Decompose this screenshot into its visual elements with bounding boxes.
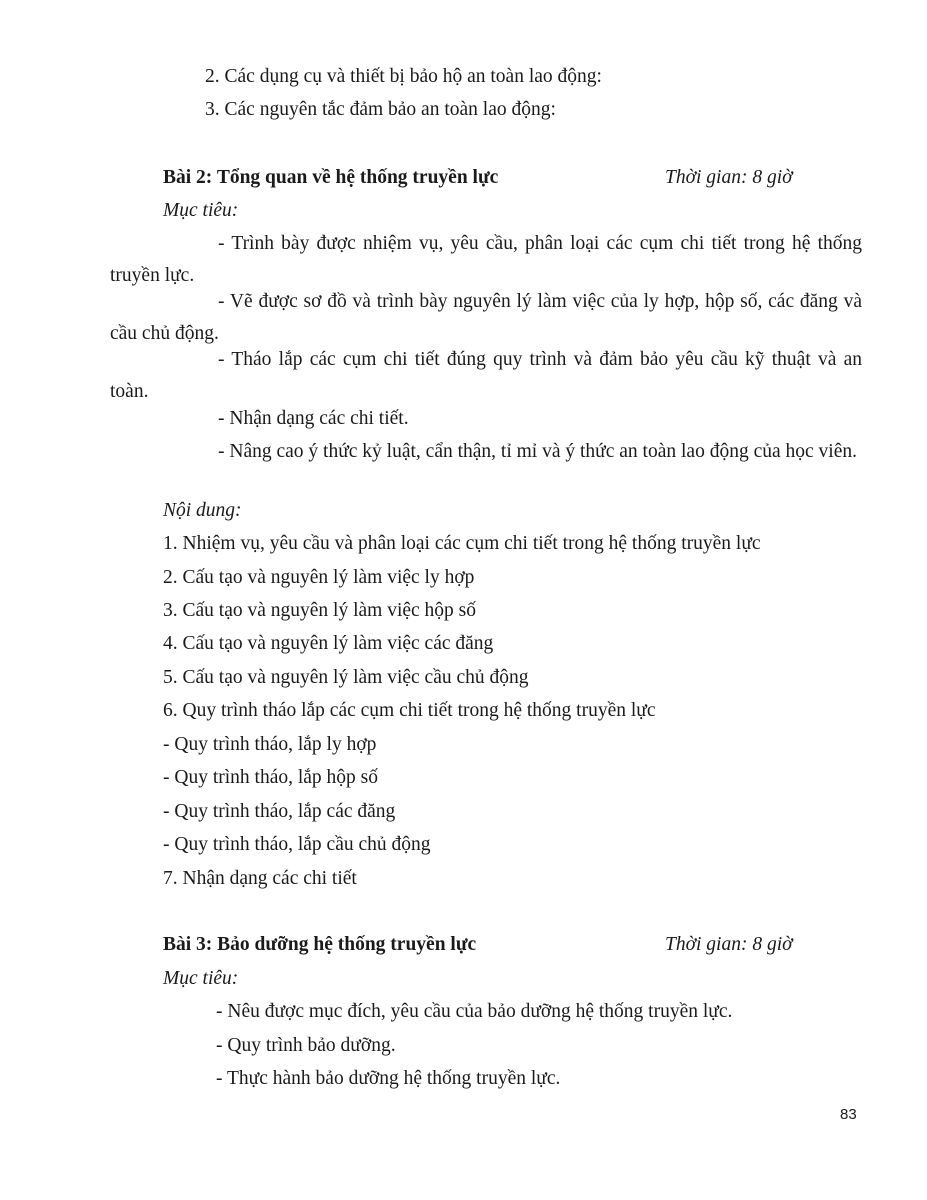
intro-item: 3. Các nguyên tắc đảm bảo an toàn lao động: (205, 99, 556, 120)
lesson2-objective: - Tháo lắp các cụm chi tiết đúng quy trình và đảm bảo yêu cầu kỹ thuật và an toàn. (110, 349, 862, 402)
lesson2-objectives-label: Mục tiêu: (163, 200, 239, 221)
lesson3-objective: - Quy trình bảo dưỡng. (216, 1035, 396, 1056)
lesson2-title: Bài 2: Tổng quan về hệ thống truyền lực (163, 167, 499, 188)
lesson3-objective: - Nêu được mục đích, yêu cầu của bảo dưỡng hệ thống truyền lực. (216, 1001, 733, 1022)
lesson2-content-item: 1. Nhiệm vụ, yêu cầu và phân loại các cụm chi tiết trong hệ thống truyền lực (163, 533, 761, 554)
lesson2-time: Thời gian: 8 giờ (665, 167, 793, 188)
lesson2-content-item: - Quy trình tháo, lắp hộp số (163, 767, 379, 788)
lesson3-objective: - Thực hành bảo dưỡng hệ thống truyền lực. (216, 1068, 561, 1089)
lesson2-content-item: 2. Cấu tạo và nguyên lý làm việc ly hợp (163, 567, 475, 588)
lesson3-objectives-label: Mục tiêu: (163, 968, 239, 989)
lesson2-objective: - Nâng cao ý thức kỷ luật, cẩn thận, tỉ mỉ và ý thức an toàn lao động của học viên. (218, 441, 857, 462)
lesson2-content-item: - Quy trình tháo, lắp cầu chủ động (163, 834, 431, 855)
lesson2-objective: - Vẽ được sơ đồ và trình bày nguyên lý làm việc của ly hợp, hộp số, các đăng và cầu chủ động. (110, 291, 862, 344)
lesson2-content-label: Nội dung: (163, 500, 242, 521)
lesson2-content-item: 5. Cấu tạo và nguyên lý làm việc cầu chủ động (163, 667, 529, 688)
lesson3-time: Thời gian: 8 giờ (665, 934, 793, 955)
lesson2-content-item: 3. Cấu tạo và nguyên lý làm việc hộp số (163, 600, 477, 621)
lesson2-objective: - Nhận dạng các chi tiết. (218, 408, 409, 429)
lesson2-content-item: - Quy trình tháo, lắp ly hợp (163, 734, 377, 755)
lesson2-content-item: 6. Quy trình tháo lắp các cụm chi tiết trong hệ thống truyền lực (163, 700, 656, 721)
lesson3-title: Bài 3: Bảo dưỡng hệ thống truyền lực (163, 934, 477, 955)
lesson2-content-item: 7. Nhận dạng các chi tiết (163, 868, 357, 889)
lesson2-content-item: - Quy trình tháo, lắp các đăng (163, 801, 396, 822)
lesson2-objective: - Trình bày được nhiệm vụ, yêu cầu, phân loại các cụm chi tiết trong hệ thống truyền lực. (110, 233, 862, 286)
intro-item: 2. Các dụng cụ và thiết bị bảo hộ an toàn lao động: (205, 66, 602, 87)
page-number: 83 (840, 1106, 857, 1123)
lesson2-content-item: 4. Cấu tạo và nguyên lý làm việc các đăng (163, 633, 494, 654)
